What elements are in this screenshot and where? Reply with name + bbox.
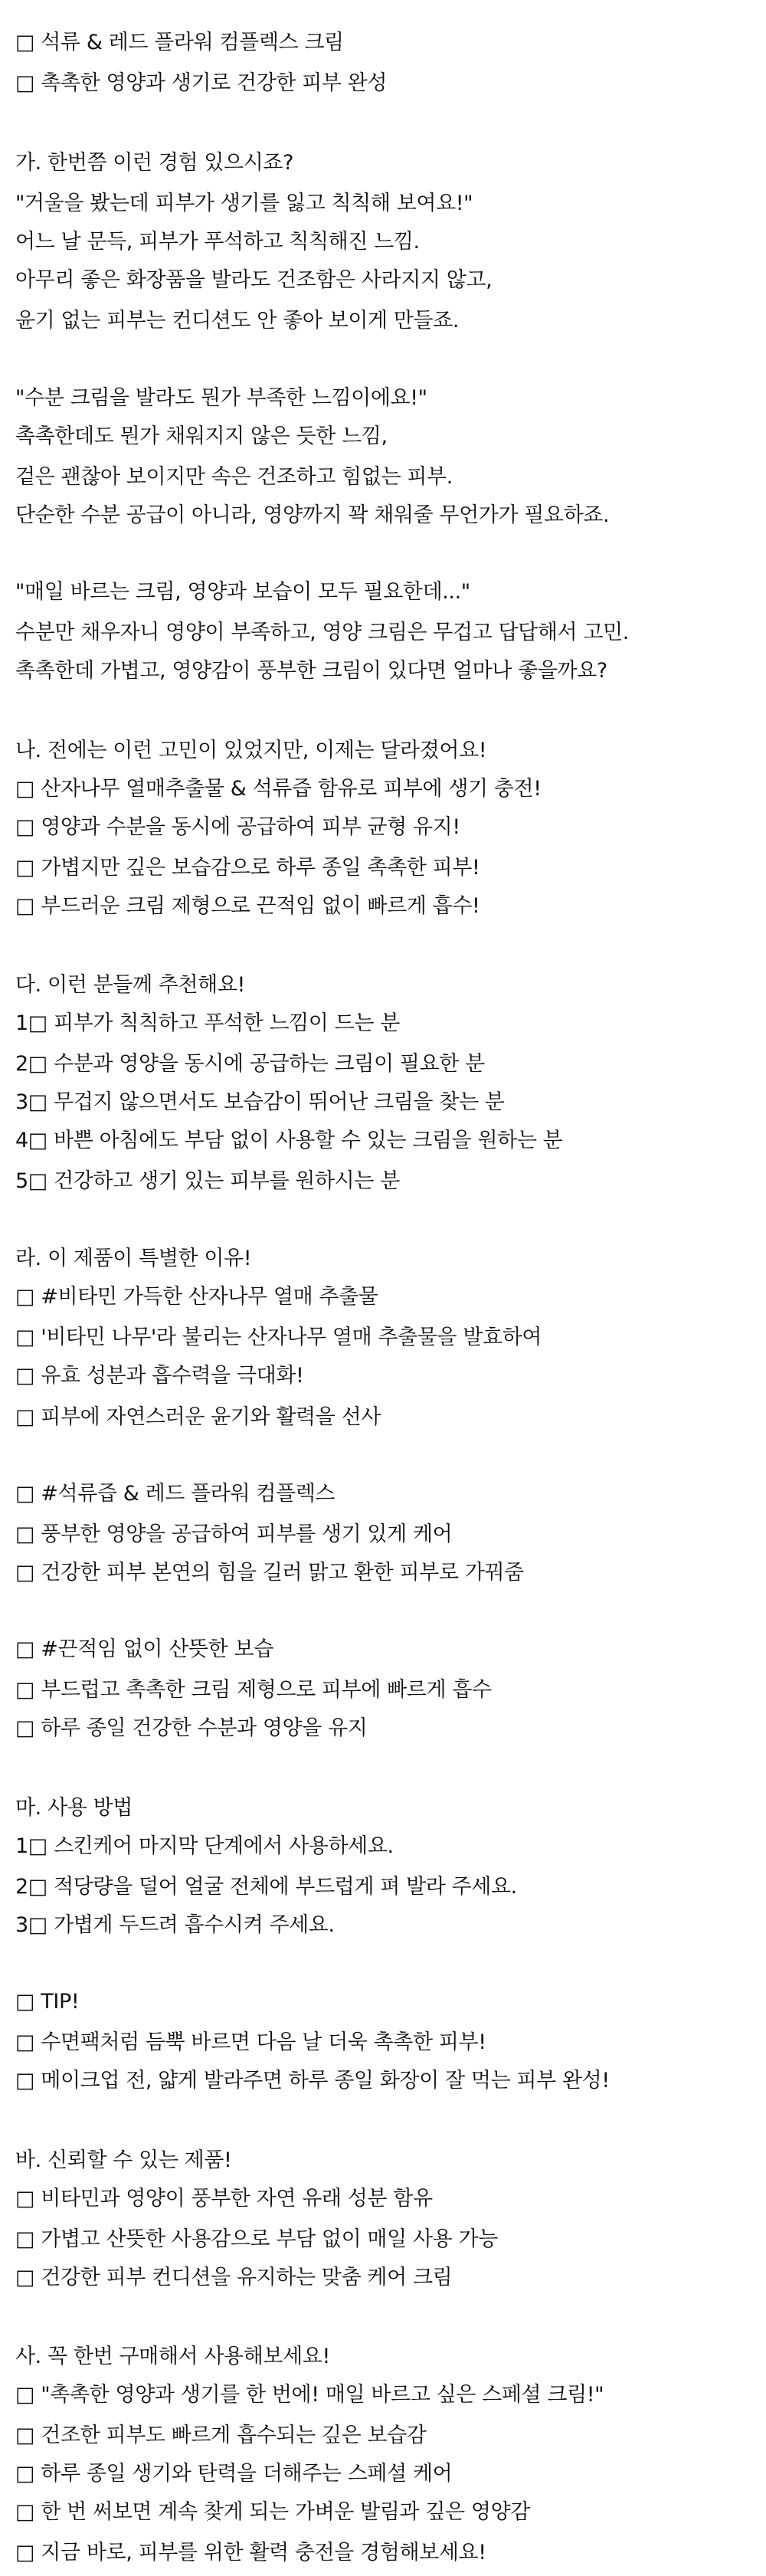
text-line: 다. 이런 분들께 추천해요! xyxy=(15,973,245,997)
text-line: □ 가볍지만 깊은 보습감으로 하루 종일 촉촉한 피부! xyxy=(15,856,480,880)
text-line: 사. 꼭 한번 구매해서 사용해보세요! xyxy=(15,2345,330,2368)
text-line: □ 건조한 피부도 빠르게 흡수되는 깊은 보습감 xyxy=(15,2424,427,2447)
text-line: 2□ 적당량을 덜어 얼굴 전체에 부드럽게 펴 발라 주세요. xyxy=(15,1875,517,1899)
text-line: 3□ 무겁지 않으면서도 보습감이 뛰어난 크림을 찾는 분 xyxy=(15,1090,505,1114)
text-line: □ 부드럽고 촉촉한 크림 제형으로 피부에 빠르게 흡수 xyxy=(15,1678,492,1702)
text-line: 1□ 피부가 칙칙하고 푸석한 느낌이 드는 분 xyxy=(15,1011,400,1035)
text-line: □ 메이크업 전, 얇게 발라주면 하루 종일 화장이 잘 먹는 피부 완성! xyxy=(15,2069,610,2093)
text-line: 아무리 좋은 화장품을 발라도 건조함은 사라지지 않고, xyxy=(15,268,493,292)
text-line: 5□ 건강하고 생기 있는 피부를 원하시는 분 xyxy=(15,1169,400,1193)
text-line: □ 하루 종일 생기와 탄력을 더해주는 스페셜 케어 xyxy=(15,2462,453,2486)
text-line: □ 건강한 피부 컨디션을 유지하는 맞춤 케어 크림 xyxy=(15,2266,453,2289)
text-line: 어느 날 문득, 피부가 푸석하고 칙칙해진 느낌. xyxy=(15,230,420,254)
text-line: 바. 신뢰할 수 있는 제품! xyxy=(15,2148,232,2172)
text-line: 촉촉한데도 뭔가 채워지지 않은 듯한 느낌, xyxy=(15,424,388,448)
text-line: □ '비타민 나무'라 불리는 산자나무 열매 추출물을 발효하여 xyxy=(15,1326,542,1349)
text-line: 겉은 괜찮아 보이지만 속은 건조하고 힘없는 피부. xyxy=(15,465,453,489)
text-line: "매일 바르는 크림, 영양과 보습이 모두 필요한데..." xyxy=(15,580,470,604)
text-line: 가. 한번쯤 이런 경험 있으시죠? xyxy=(15,151,294,175)
text-line: □ "촉촉한 영양과 생기를 한 번에! 매일 바르고 싶은 스페셜 크림!" xyxy=(15,2383,604,2407)
text-line: □ TIP! xyxy=(15,1990,80,2014)
text-line: □ 비타민과 영양이 풍부한 자연 유래 성분 함유 xyxy=(15,2187,433,2211)
text-line: 라. 이 제품이 특별한 이유! xyxy=(15,1247,252,1270)
text-line: 마. 사용 방법 xyxy=(15,1796,133,1820)
text-line: □ 산자나무 열매추출물 & 석류즙 함유로 피부에 생기 충전! xyxy=(15,777,542,801)
text-line: □ 가볍고 산뜻한 사용감으로 부담 없이 매일 사용 가능 xyxy=(15,2227,498,2251)
text-line: □ 부드러운 크림 제형으로 끈적임 없이 빠르게 흡수! xyxy=(15,894,480,918)
text-line: 촉촉한데 가볍고, 영양감이 풍부한 크림이 있다면 얼마나 좋을까요? xyxy=(15,659,607,683)
text-line: □ 영양과 수분을 동시에 공급하여 피부 균형 유지! xyxy=(15,815,460,839)
text-line: "거울을 봤는데 피부가 생기를 잃고 칙칙해 보여요!" xyxy=(15,192,473,215)
text-line: 나. 전에는 이런 고민이 있었지만, 이제는 달라졌어요! xyxy=(15,739,487,762)
text-line: 2□ 수분과 영양을 동시에 공급하는 크림이 필요한 분 xyxy=(15,1052,485,1076)
text-line: 단순한 수분 공급이 아니라, 영양까지 꽉 채워줄 무언가가 필요하죠. xyxy=(15,503,610,527)
text-line: □ 하루 종일 건강한 수분과 영양을 유지 xyxy=(15,1716,368,1740)
text-line: □ #비타민 가득한 산자나무 열매 추출물 xyxy=(15,1285,378,1309)
text-line: "수분 크림을 발라도 뭔가 부족한 느낌이에요!" xyxy=(15,386,427,410)
text-line: □ 석류 & 레드 플라워 컴플렉스 크림 xyxy=(15,31,344,54)
text-line: 윤기 없는 피부는 컨디션도 안 좋아 보이게 만들죠. xyxy=(15,309,460,333)
text-line: □ #끈적임 없이 산뜻한 보습 xyxy=(15,1637,273,1661)
text-line: □ 피부에 자연스러운 윤기와 활력을 선사 xyxy=(15,1405,381,1429)
text-line: 수분만 채우자니 영양이 부족하고, 영양 크림은 무겁고 답답해서 고민. xyxy=(15,621,629,644)
text-line: 1□ 스킨케어 마지막 단계에서 사용하세요. xyxy=(15,1834,394,1858)
text-line: □ #석류즙 & 레드 플라워 컴플렉스 xyxy=(15,1482,336,1506)
text-line: □ 풍부한 영양을 공급하여 피부를 생기 있게 케어 xyxy=(15,1522,453,1546)
text-line: □ 수면팩처럼 듬뿍 바르면 다음 날 더욱 촉촉한 피부! xyxy=(15,2030,486,2054)
text-line: □ 지금 바로, 피부를 위한 활력 충전을 경험해보세요! xyxy=(15,2541,486,2565)
text-line: 4□ 바쁜 아침에도 부담 없이 사용할 수 있는 크림을 원하는 분 xyxy=(15,1129,563,1152)
text-line: □ 유효 성분과 흡수력을 극대화! xyxy=(15,1364,304,1388)
text-line: □ 촉촉한 영양과 생기로 건강한 피부 완성 xyxy=(15,71,388,95)
text-line: □ 건강한 피부 본연의 힘을 길러 맑고 환한 피부로 가꿔줌 xyxy=(15,1561,524,1585)
text-line: 3□ 가볍게 두드려 흡수시켜 주세요. xyxy=(15,1913,335,1937)
text-line: □ 한 번 써보면 계속 찾게 되는 가벼운 발림과 깊은 영양감 xyxy=(15,2500,530,2524)
